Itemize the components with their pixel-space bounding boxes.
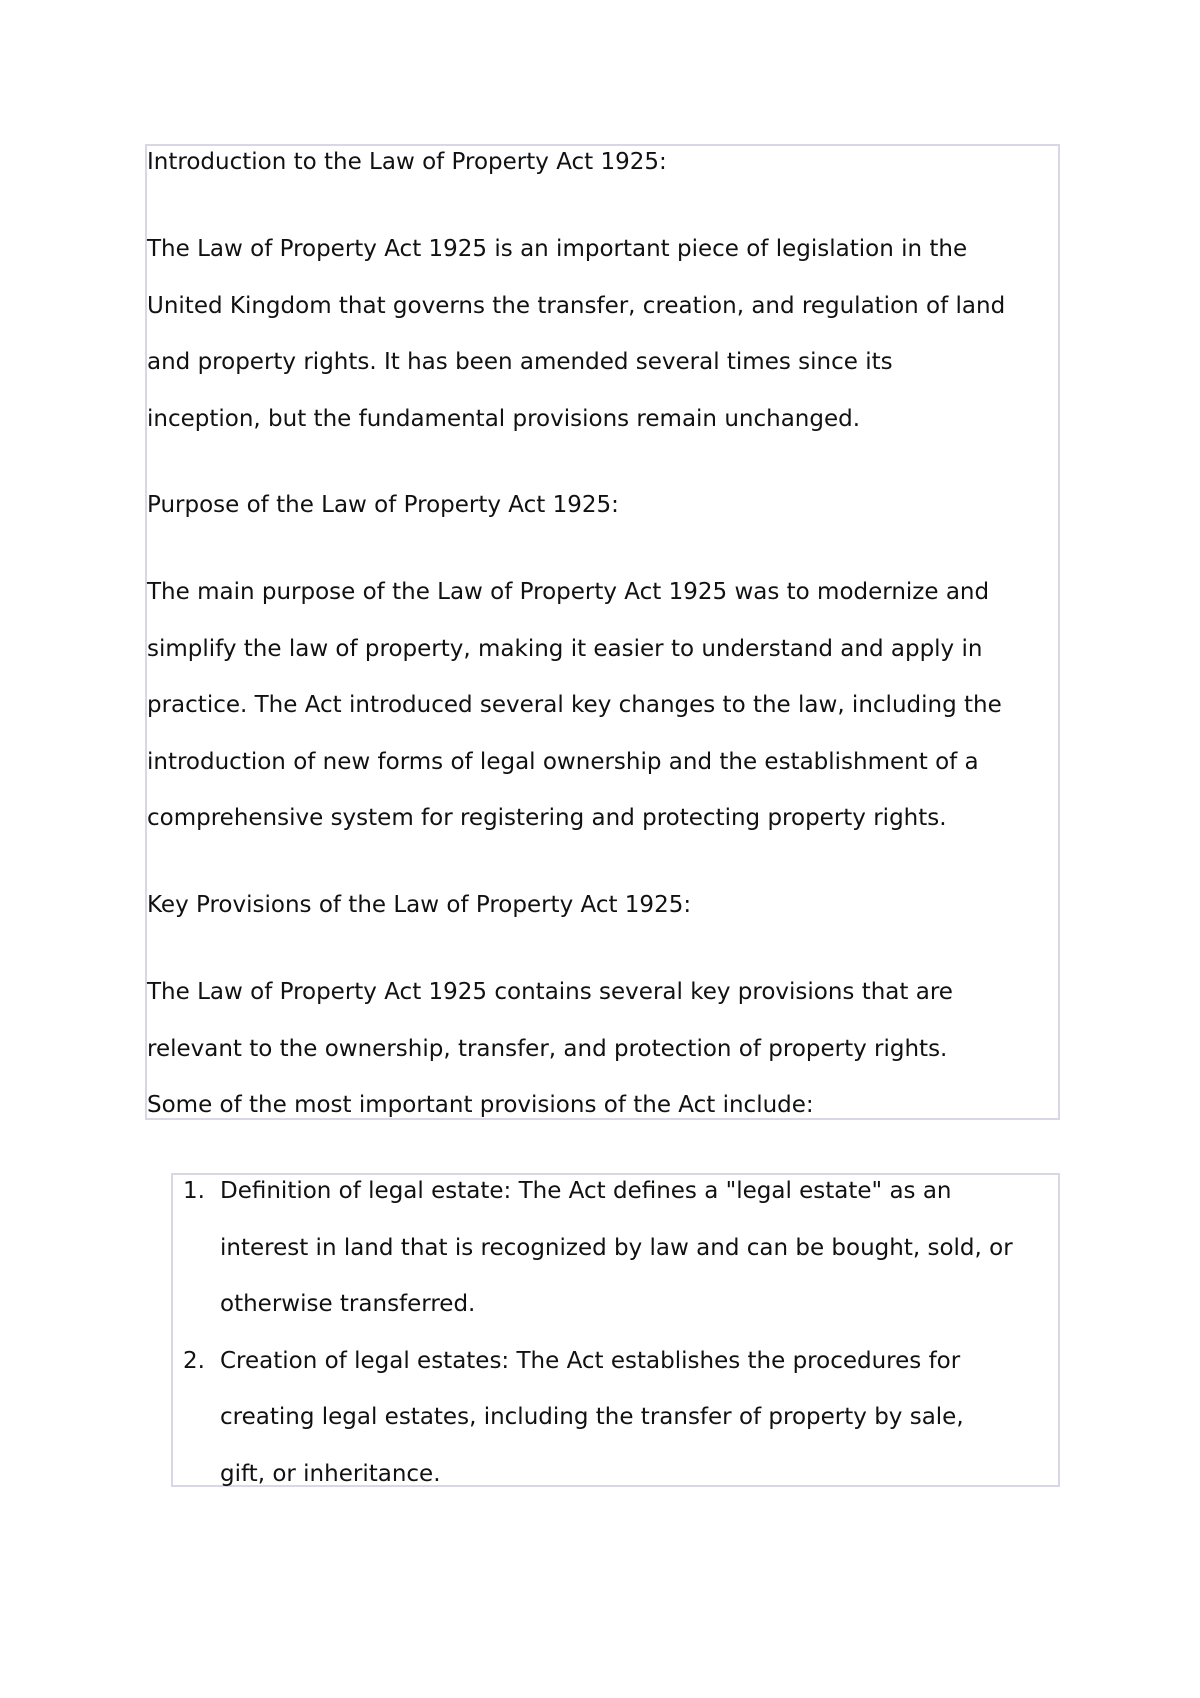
provisions-list (173, 1163, 1058, 1502)
intro-paragraph (147, 221, 1057, 447)
purpose-heading: Purpose of the Law of Property Act 1925: (147, 492, 619, 518)
purpose-line: The main purpose of the Law of Property Act 1925 was to modernize and (147, 579, 990, 605)
purpose-line: comprehensive system for registering and protecting property rights. (147, 805, 947, 831)
key-provisions-line: relevant to the ownership, transfer, and protection of property rights. (147, 1035, 948, 1062)
list-item-line: Creation of legal estates: The Act establishes the procedures for (220, 1347, 961, 1374)
list-item (173, 1333, 1058, 1503)
list-item-line: creating legal estates, including the transfer of property by sale, (220, 1404, 964, 1430)
list-item-line: gift, or inheritance. (220, 1460, 441, 1487)
list-item (173, 1163, 1058, 1333)
intro-line: United Kingdom that governs the transfer, creation, and regulation of land (147, 292, 1006, 319)
list-item-line: otherwise transferred. (220, 1291, 476, 1317)
list-item-line: interest in land that is recognized by law and can be bought, sold, or (220, 1234, 1013, 1261)
intro-line: and property rights. It has been amended several times since its (147, 349, 893, 375)
key-provisions-heading: Key Provisions of the Law of Property Act 1925: (147, 892, 692, 918)
key-provisions-line: Some of the most important provisions of the Act include: (147, 1092, 814, 1118)
intro-heading: Introduction to the Law of Property Act 1925: (147, 149, 667, 175)
key-provisions-line: The Law of Property Act 1925 contains several key provisions that are (147, 979, 953, 1005)
intro-line: inception, but the fundamental provisions remain unchanged. (147, 405, 861, 432)
purpose-line: practice. The Act introduced several key changes to the law, including the (147, 692, 1002, 718)
list-item-number: 2. (183, 1347, 205, 1374)
intro-line: The Law of Property Act 1925 is an important piece of legislation in the (147, 236, 968, 262)
list-item-number: 1. (183, 1178, 205, 1204)
purpose-line: introduction of new forms of legal ownership and the establishment of a (147, 748, 979, 775)
main-text-box[interactable] (145, 144, 1060, 1120)
list-item-line: Definition of legal estate: The Act defines a "legal estate" as an (220, 1178, 952, 1204)
purpose-line: simplify the law of property, making it easier to understand and apply in (147, 635, 983, 662)
key-provisions-paragraph (147, 964, 1057, 1134)
purpose-paragraph (147, 564, 1057, 847)
provisions-list-box[interactable] (171, 1173, 1060, 1487)
